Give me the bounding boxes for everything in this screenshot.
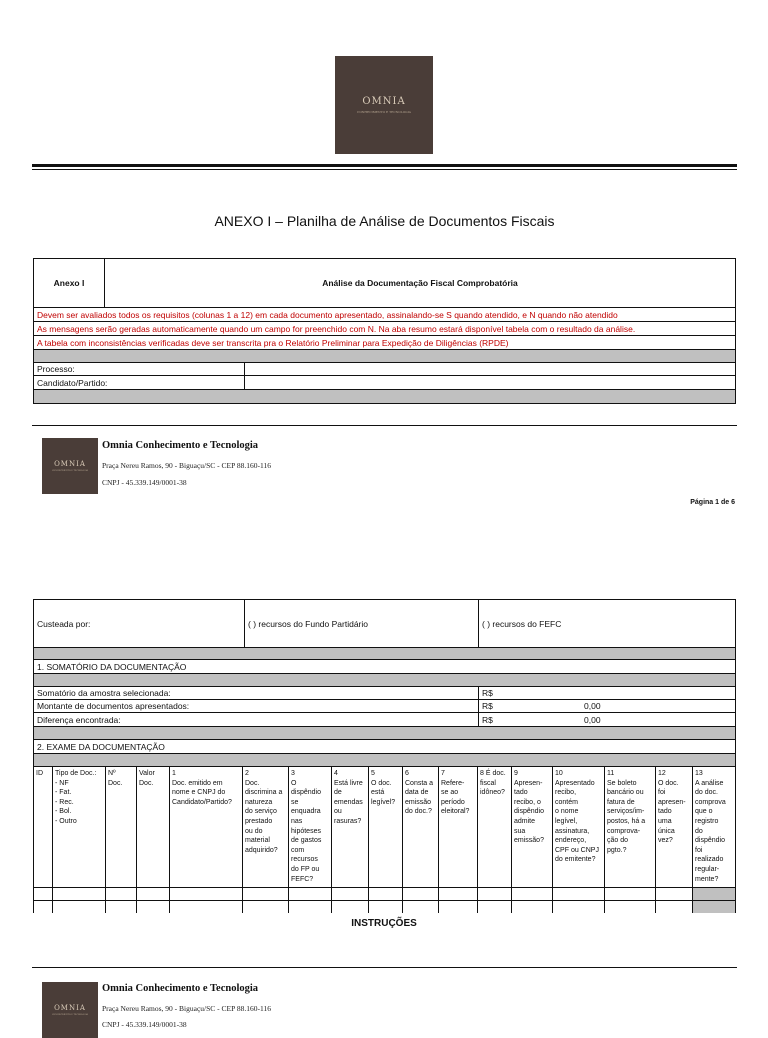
row-cell[interactable] — [402, 900, 439, 913]
row-cell[interactable] — [242, 887, 289, 901]
footer-logo — [42, 438, 98, 494]
footer-company: Omnia Conhecimento e Tecnologia — [102, 440, 259, 451]
footer-address: Praça Nereu Ramos, 90 - Biguaçu/SC - CEP 88.160-116 — [102, 461, 272, 470]
row-cell[interactable] — [368, 887, 403, 901]
row-cell[interactable] — [604, 887, 656, 901]
row-cell[interactable] — [169, 887, 243, 901]
gray-separator — [33, 726, 736, 740]
row-cell[interactable] — [402, 887, 439, 901]
amount: 0,00 — [584, 714, 601, 725]
col-valor-doc: Valor Doc. — [136, 766, 170, 888]
col-13: 13 A análise do doc. comprova que o registro do dispêndio foi realizado regular- mente? — [692, 766, 736, 888]
row-cell[interactable] — [33, 900, 53, 913]
row-cell[interactable] — [33, 887, 53, 901]
row-cell[interactable] — [511, 887, 553, 901]
row-cell[interactable] — [552, 887, 605, 901]
row-cell[interactable] — [52, 900, 106, 913]
row-cell[interactable] — [331, 887, 369, 901]
row-cell[interactable] — [552, 900, 605, 913]
option-fefc[interactable]: ( ) recursos do FEFC — [478, 599, 736, 648]
col-2: 2 Doc. discrimina a natureza do serviço prestado ou do material adquirido? — [242, 766, 289, 888]
col-id: ID — [33, 766, 53, 888]
diferenca-label: Diferença encontrada: — [33, 712, 479, 727]
annex-label: Anexo I — [33, 258, 105, 308]
logo-name: OMNIA — [362, 96, 406, 107]
row-cell[interactable] — [438, 900, 478, 913]
col-9: 9 Apresen- tado recibo, o dispêndio admite sua emissão? — [511, 766, 553, 888]
row-cell[interactable] — [477, 887, 512, 901]
col-8: 8 É doc. fiscal idôneo? — [477, 766, 512, 888]
footer-rule — [32, 425, 737, 426]
processo-field[interactable] — [244, 362, 736, 376]
footer-company: Omnia Conhecimento e Tecnologia — [102, 983, 259, 994]
omnia-logo — [335, 56, 433, 154]
note-1: Devem ser avaliados todos os requisitos (colunas 1 a 12) em cada documento apresentado, assinalando-se S quando atendido, e N quando não atendido — [33, 307, 736, 322]
row-cell[interactable] — [655, 900, 693, 913]
col-11: 11 Se boleto bancário ou fatura de serviços/im- postos, há a comprova- ção do pgto.? — [604, 766, 656, 888]
header-rule-thin — [32, 169, 737, 170]
amount: 0,00 — [584, 701, 601, 711]
row-cell[interactable] — [169, 900, 243, 913]
currency: R$ — [482, 701, 493, 711]
row-cell[interactable] — [52, 887, 106, 901]
footer-rule — [32, 967, 737, 968]
custeada-label: Custeada por: — [33, 599, 245, 648]
col-10: 10 Apresentado recibo, contém o nome legível, assinatura, endereço, CPF ou CNPJ do emitente? — [552, 766, 605, 888]
row-cell[interactable] — [288, 900, 332, 913]
logo-tagline: CONHECIMENTO E TECNOLOGIA — [52, 1014, 88, 1016]
row-cell[interactable] — [288, 887, 332, 901]
col-num-doc: Nº Doc. — [105, 766, 137, 888]
candidato-label: Candidato/Partido: — [33, 375, 245, 390]
somatorio-value — [478, 686, 736, 700]
row-cell[interactable] — [655, 887, 693, 901]
col-4: 4 Está livre de emendas ou rasuras? — [331, 766, 369, 888]
col-1: 1 Doc. emitido em nome e CNPJ do Candidato/Partido? — [169, 766, 243, 888]
logo-name: OMNIA — [54, 1004, 86, 1012]
footer-address: Praça Nereu Ramos, 90 - Biguaçu/SC - CEP 88.160-116 — [102, 1004, 272, 1013]
gray-separator — [33, 389, 736, 404]
col-5: 5 O doc. está legível? — [368, 766, 403, 888]
montante-value — [478, 699, 736, 713]
footer-cnpj: CNPJ - 45.339.149/0001-38 — [102, 478, 187, 487]
row-cell[interactable] — [331, 900, 369, 913]
note-3: A tabela com inconsistências verificadas deve ser transcrita pra o Relatório Preliminar para Expedição de Diligências (RPDE) — [33, 335, 736, 350]
diferenca-value — [478, 712, 736, 727]
page-number: Página 1 de 6 — [690, 499, 735, 506]
gray-separator — [33, 673, 736, 687]
currency: R$ — [482, 688, 493, 698]
gray-separator — [33, 349, 736, 363]
somatorio-label: Somatório da amostra selecionada: — [33, 686, 479, 700]
section-1-title: 1. SOMATÓRIO DA DOCUMENTAÇÃO — [33, 659, 736, 674]
logo-tagline: CONHECIMENTO E TECNOLOGIA — [52, 470, 88, 472]
footer-logo — [42, 982, 98, 1038]
col-7: 7 Refere- se ao período eleitoral? — [438, 766, 478, 888]
row-cell — [692, 887, 736, 901]
row-cell — [692, 900, 736, 913]
processo-label: Processo: — [33, 362, 245, 376]
row-cell[interactable] — [242, 900, 289, 913]
row-cell[interactable] — [368, 900, 403, 913]
annex-heading: Análise da Documentação Fiscal Comprobatória — [104, 258, 736, 308]
instructions-heading: INSTRUÇÕES — [351, 918, 417, 929]
header-rule — [32, 164, 737, 167]
note-2: As mensagens serão geradas automaticamente quando um campo for preenchido com N. Na aba resumo estará disponível tabela com o resultado da análise. — [33, 321, 736, 336]
row-cell[interactable] — [511, 900, 553, 913]
footer-cnpj: CNPJ - 45.339.149/0001-38 — [102, 1020, 187, 1029]
section-2-title: 2. EXAME DA DOCUMENTAÇÃO — [33, 739, 736, 754]
col-3: 3 O dispêndio se enquadra nas hipóteses de gastos com recursos do FP ou FEFC? — [288, 766, 332, 888]
col-6: 6 Consta a data de emissão do doc.? — [402, 766, 439, 888]
montante-label: Montante de documentos apresentados: — [33, 699, 479, 713]
logo-name: OMNIA — [54, 460, 86, 468]
row-cell[interactable] — [105, 887, 137, 901]
logo-tagline: CONHECIMENTO E TECNOLOGIA — [357, 110, 411, 114]
candidato-field[interactable] — [244, 375, 736, 390]
row-cell[interactable] — [136, 900, 170, 913]
currency: R$ — [482, 714, 493, 725]
col-12: 12 O doc. foi apresen- tado uma única vez? — [655, 766, 693, 888]
gray-separator — [33, 753, 736, 767]
row-cell[interactable] — [438, 887, 478, 901]
row-cell[interactable] — [105, 900, 137, 913]
col-tipo-doc: Tipo de Doc.: - NF - Fat. - Rec. - Bol. - Outro — [52, 766, 106, 888]
option-fundo-partidario[interactable]: ( ) recursos do Fundo Partidário — [244, 599, 479, 648]
row-cell[interactable] — [604, 900, 656, 913]
row-cell[interactable] — [136, 887, 170, 901]
page-title: ANEXO I – Planilha de Análise de Documentos Fiscais — [214, 213, 555, 229]
row-cell[interactable] — [477, 900, 512, 913]
